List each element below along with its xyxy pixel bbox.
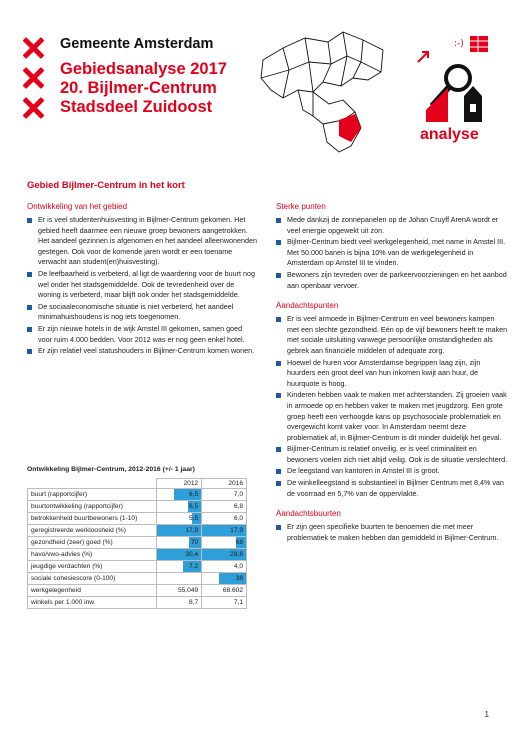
- table-row: [28, 537, 247, 549]
- row-value: [157, 525, 202, 537]
- row-label: havo/vwo-advies (%): [28, 549, 157, 561]
- title-line: Gebiedsanalyse 2017: [60, 60, 227, 78]
- row-label: winkels per 1.000 inw.: [28, 597, 157, 609]
- value-text: 68: [235, 539, 243, 546]
- row-value: [157, 561, 202, 573]
- list-item: Bijlmer-Centrum biedt veel werkgelegenheid, met name in Amstel III. Met 50.000 banen is bijna 10% van de werkgelegenheid in Amsterdam op Amstel III te vinden.: [276, 237, 508, 269]
- row-label: buurtontwikkeling (rapportcijfer): [28, 501, 157, 513]
- table-row: [28, 513, 247, 525]
- row-value: [202, 573, 247, 585]
- row-label: betrokkenheid buurtbewoners (1-10): [28, 513, 157, 525]
- row-value: [202, 525, 247, 537]
- cross-icon: [22, 67, 44, 89]
- svg-text::-): :-): [454, 39, 464, 49]
- left-column: [27, 202, 257, 358]
- row-label: geregistreerde werkloosheid (%): [28, 525, 157, 537]
- neighbourhood-bullets: [276, 522, 508, 543]
- value-text: 5,5: [188, 515, 199, 522]
- document-title: [60, 60, 227, 117]
- list-item: Er zijn nieuwe hotels in de wijk Amstel III gekomen, samen goed voor ruim 4.000 bedden. Voor 2012 was er nog geen enkel hotel.: [27, 324, 257, 345]
- list-item: Er is veel armoede in Bijlmer-Centrum en veel bewoners kampen met een slechte gezondheid. Eén op de vijf bewoners heeft te maken met sociale uitsluiting vanwege persoonlijke omstandigheden als gebrek aan financiële middelen of adequate zorg.: [276, 314, 508, 356]
- row-value: [202, 513, 247, 525]
- list-item: De leegstand van kantoren in Amstel III is groot.: [276, 466, 508, 477]
- row-value: [202, 585, 247, 597]
- development-table: [27, 478, 247, 609]
- row-value: [157, 501, 202, 513]
- cross-icon: [22, 37, 44, 59]
- value-text: 17,9: [230, 527, 243, 534]
- right-column: [276, 202, 508, 544]
- row-label: gezondheid (zeer) goed (%): [28, 537, 157, 549]
- subheading: Sterke punten: [276, 202, 326, 211]
- column-header: 2016: [202, 479, 247, 489]
- value-text: 6,5: [188, 503, 199, 510]
- row-value: [157, 585, 202, 597]
- list-item: Bewoners zijn tevreden over de parkeervoorzieningen en het aanbod aan openbaar vervoer.: [276, 270, 508, 291]
- value-text: 6,8: [233, 503, 243, 510]
- page-header: [0, 0, 529, 170]
- amsterdam-map-icon: [243, 20, 393, 160]
- row-value: [157, 573, 202, 585]
- table-title: Ontwikkeling Bijlmer-Centrum, 2012-2016 (+/- 1 jaar): [27, 466, 195, 473]
- list-item: Bijlmer-Centrum is relatief onveilig, er is veel criminaliteit en bewoners voelen zich niet altijd veilig. Ook is de situatie verslechterd.: [276, 444, 508, 465]
- list-item: Er is veel studentenhuisvesting in Bijlmer-Centrum gekomen. Het gebied heeft daarmee een nieuwe groep bewoners aangetrokken. Het aandeel gezinnen is afgenomen en het aandeel alleenwonenden gestegen. Ook voor de komende jaren wordt er een toename verwacht aan student(en)huisvesting).: [27, 215, 257, 268]
- table-row: [28, 597, 247, 609]
- row-value: [202, 561, 247, 573]
- section-title: Gebied Bijlmer-Centrum in het kort: [27, 180, 185, 191]
- row-value: [202, 549, 247, 561]
- table-row: [28, 573, 247, 585]
- list-item: De winkelleegstand is substantieel in Bijlmer Centrum met 8,4% van de voorraad en 5,7% van de oppervlakte.: [276, 478, 508, 499]
- table-corner: [28, 479, 157, 489]
- row-label: buurt (rapportcijfer): [28, 489, 157, 501]
- title-line: Stadsdeel Zuidoost: [60, 98, 213, 116]
- subheading: Aandachtspunten: [276, 301, 339, 311]
- row-label: werkgelegenheid: [28, 585, 157, 597]
- value-text: 7,2: [188, 563, 199, 570]
- value-text: 17,9: [185, 527, 199, 534]
- analyse-logo-text: analyse: [420, 126, 479, 143]
- row-value: [157, 549, 202, 561]
- page-number: 1: [484, 710, 489, 719]
- table-row: [28, 561, 247, 573]
- value-text: 6,0: [233, 515, 243, 522]
- cross-icon: [22, 97, 44, 119]
- attention-bullets: [276, 314, 508, 499]
- table-row: [28, 549, 247, 561]
- row-value: [157, 537, 202, 549]
- row-value: [157, 489, 202, 501]
- title-line: 20. Bijlmer-Centrum: [60, 79, 217, 97]
- city-logo-crosses: [22, 37, 48, 127]
- value-text: 30,4: [185, 551, 199, 558]
- value-text: 7,0: [233, 491, 243, 498]
- table-row: [28, 501, 247, 513]
- value-text: 8,7: [188, 599, 199, 606]
- list-item: Er zijn geen specifieke buurten te benoemen die met meer problematiek te maken hebben dan gemiddeld in Bijlmer-Centrum.: [276, 522, 508, 543]
- column-header: 2012: [157, 479, 202, 489]
- list-item: Hoewel de huren voor Amsterdamse begrippen laag zijn, zijn huurders een groot deel van hun inkomen kwijt aan huur, de huurquote is hoog.: [276, 358, 508, 390]
- row-label: jeugdige verdachten (%): [28, 561, 157, 573]
- subheading: Aandachtsbuurten: [276, 509, 341, 519]
- value-text: 68.602: [222, 587, 243, 594]
- row-value: [202, 537, 247, 549]
- value-text: 70: [190, 539, 199, 546]
- table-row: [28, 585, 247, 597]
- development-bullets: [27, 215, 257, 357]
- value-text: 6,5: [188, 491, 199, 498]
- value-text: 28,6: [230, 551, 243, 558]
- list-item: Er zijn relatief veel statushouders in Bijlmer-Centrum komen wonen.: [27, 346, 257, 357]
- organization-name: Gemeente Amsterdam: [60, 36, 214, 52]
- list-item: Mede dankzij de zonnepanelen op de Johan Cruyff ArenA wordt er veel energie opgewekt uit zon.: [276, 215, 508, 236]
- table-header-row: [28, 479, 247, 489]
- value-text: 38: [235, 575, 243, 582]
- row-value: [202, 597, 247, 609]
- list-item: De leefbaarheid is verbeterd, al ligt de waardering voor de buurt nog wel onder het stadsgemiddelde. Ook de tevredenheid over de woning is verbeterd, maar blijft ook onder het stadsgemiddelde.: [27, 269, 257, 301]
- row-value: [157, 597, 202, 609]
- row-value: [157, 513, 202, 525]
- value-text: 7,1: [233, 599, 243, 606]
- strengths-bullets: [276, 215, 508, 291]
- row-value: [202, 489, 247, 501]
- row-value: [202, 501, 247, 513]
- list-item: De sociaaleconomische situatie is niet verbeterd, het aandeel minimahuishoudens is nog iets toegenomen.: [27, 302, 257, 323]
- list-item: Kinderen hebben vaak te maken met achterstanden. Zij groeien vaak in armoede op en hebben vaker te maken met jeugdzorg. Een grote groep heeft een verhoogde kans op psychosociale problematiek en overgewicht komt vaker voor. In Amsterdam neemt deze problematiek af, in Bijlmer-Centrum is dit minder duidelijk het geval.: [276, 390, 508, 443]
- table-row: [28, 525, 247, 537]
- value-text: 55.049: [177, 587, 199, 594]
- row-label: sociale cohesiescore (0-100): [28, 573, 157, 585]
- value-text: 4,0: [233, 563, 243, 570]
- table-row: [28, 489, 247, 501]
- subheading: Ontwikkeling van het gebied: [27, 202, 128, 211]
